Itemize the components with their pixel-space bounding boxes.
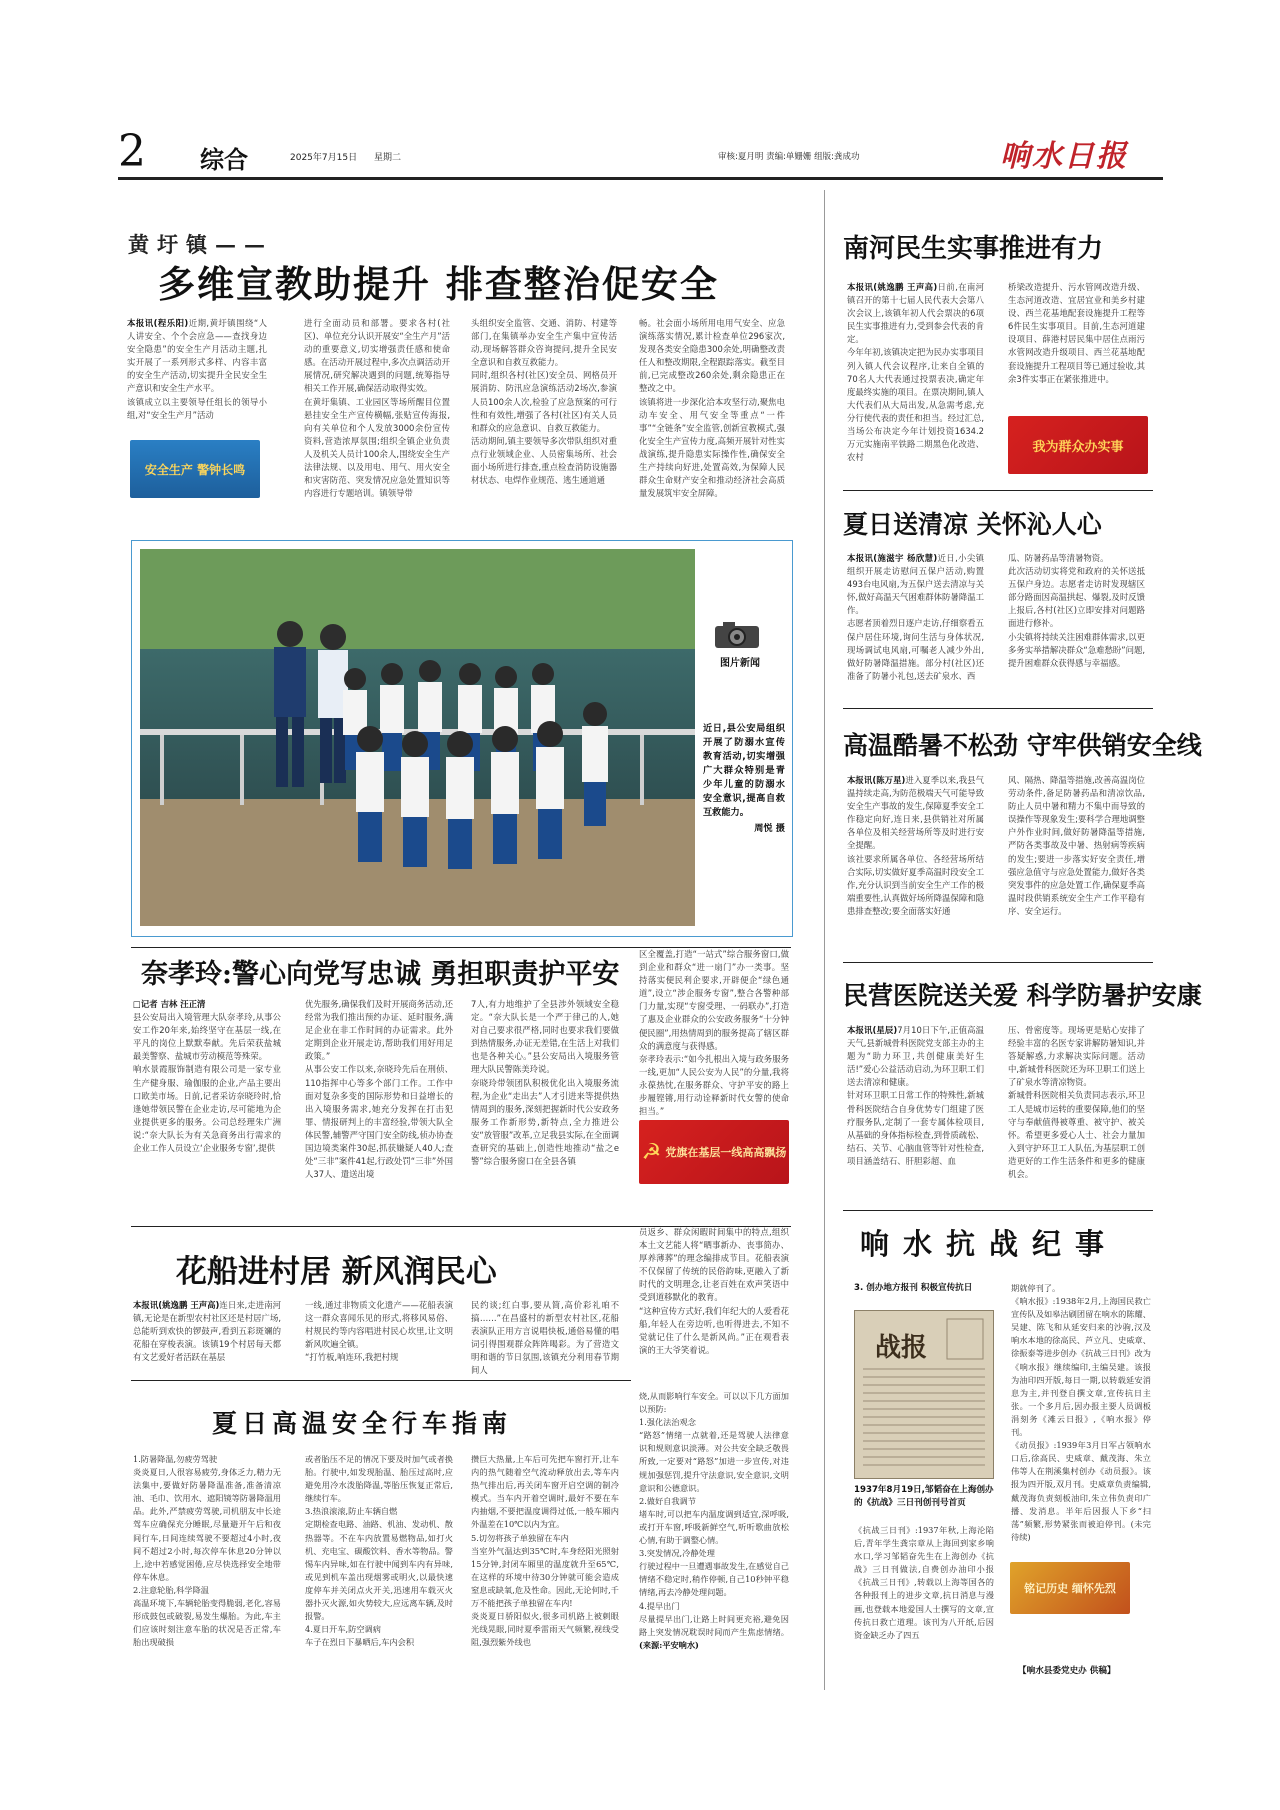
service-people-badge [1008,416,1148,474]
lead-reporter: (程乐阳) [153,318,189,328]
flowerboat-text-2: 一线,通过非物质文化遗产——花船表演这一群众喜闻乐见的形式,将移风易俗、村规民约等内容唱进村民心坎里,让文明新风吹遍全镇。 “打竹板,响连环,我把村规 [305,1300,453,1363]
traffic-col-2 [305,1453,453,1693]
flowerboat-col-4 [639,1226,789,1371]
lead-text-2: 进行全面动员和部署。要求各村(社区)、单位充分认识开展安“全生产月”活动的重要意义,切实增强责任感和使命感。在活动开展过程中,多次点调活动开展情况,研究解决遇到的问题,统筹指导相关工作开展,确保活动取得实效。 在黄圩集镇、工业园区等场所醒目位置悬挂安全生产宣传横幅,张贴宣传海报,向有关单位和个人发放3000余份宣传资料,营造浓厚氛围;组织全镇企业负责人及机关人员计100余人,围绕安全生产法律法规、以及用电、用气、用火安全和灾害防范、突发情况应急处置知识等内容进行专题培训。镇领导带 [304,318,450,499]
history-image-caption: 1937年8月19日,邹韬奋在上海创办的《抗战》三日刊创刊号首页 [854,1485,994,1508]
naixiaoling-text-4: 区全覆盖,打造“一站式”综合服务窗口,做到企业和群众“进一扇门”办一类事。坚持落实便民利企要求,开辟便企“绿色通道”,设立“涉企服务专窗”,整合各警种部门力量,实现“专窗受理、一码联办”,打造了惠及企业群众的公安政务服务“十分钟便民圈”,用热情周到的服务提高了辖区群众的满意度与获得感。 奈孝玲表示:“如今扎根出入境与政务服务一线,更加“人民公安为人民”的分量,我将永葆热忱,在服务群众、守护平安的路上步履铿锵,用行动诠释新时代女警的使命担当。” [639,949,789,1117]
lead-col-4 [639,317,785,525]
traffic-col-1 [133,1453,281,1693]
history-text-1: 《抗战三日刊》:1937年秋,上海沦陷后,青年学生龚宗章从上海回到家乡响水口,学习邹韬奋先生在上海创办《抗战》三日刊做法,自费创办油印小报《抗战三日刊》,转载以上海等国各的各种报刊上的进步文章,抗日消息与漫画,也登载本地爱国人士撰写的文章,宣传抗日救亡道理。该刊为八开纸,后因资金缺乏办了四五 [854,1525,994,1640]
supply-col-1 [847,774,984,952]
nanhe-byline: 本报讯 [847,282,874,292]
party-emblem-icon: ☭ [641,1139,662,1165]
supply-text-2: 风、隔热、降温等措施,改善高温岗位劳动条件,备足防暑药品和清凉饮品,防止人员中暑和精力不集中而导致的误操作等现象发生;要科学合理地调整户外作业时间,做好防暑降温等措施,严防各类事故及中暑、热射病等疾病的发生;要进一步落实好安全责任,增强应急值守与应急处置能力,做好各类突发事件的应急处置工作,确保夏季高温时段供销系统安全生产工作平稳有序、安全运行。 [1008,775,1145,916]
photo-scene [140,549,695,926]
nanhe-headline: 南河民生实事推进有力 [843,234,1104,264]
summer-col-2 [1008,552,1145,694]
hospital-col-1 [847,1024,984,1200]
lead-byline: 本报讯 [127,318,154,328]
party-flag-badge [639,1120,789,1184]
flowerboat-text-4: 员返乡、群众闲暇时间集中的特点,组织本土文艺能人将“晒事新办、丧事简办、厚养薄葬”的理念编排成节目。花船表演不仅保留了传统的民俗韵味,更融入了新时代的文明理念,让老百姓在欢声笑语中受到道移默化的教育。 “这种宣传方式好,我们年纪大的人爱看花船,年轻人在旁边听,也听得进去,不知不觉就记住了什么是新风尚。”正在观看表演的王大爷笑着说。 [639,1227,789,1355]
lead-text-1: 近期,黄圩镇围绕“人人讲安全、个个会应急——查找身边安全隐患”的安全生产月活动主题,扎实开展了一系列形式多样、内容丰富的安全生产活动,切实提升全民安全生产意识和安全生产水平。 该镇成立以主要领导任组长的领导小组,对“安全生产月”活动 [127,318,268,420]
history-credit: 【响水县委党史办 供稿】 [1018,1666,1116,1676]
traffic-source: (来源:平安响水) [639,1639,699,1650]
photo-credit: 周悦 摄 [754,823,785,834]
flowerboat-col-1 [133,1299,281,1371]
summer-headline: 夏日送清凉 关怀沁人心 [843,510,1102,539]
newspaper-name: 响水日报 [1000,139,1128,174]
supply-reporter: (陈万星) [872,775,906,785]
nanhe-col-1 [847,281,984,476]
summer-col-1 [847,552,984,694]
traffic-col-4 [639,1390,789,1693]
summer-reporter: (施滋宇 杨欣慧) [873,553,938,563]
naixiaoling-text-2: 优先服务,确保我们及时开展商务活动,还经常为我们推出预约办证、延时服务,满足企业在非工作时间的办证需求。此外定期到企业开展走访,帮助我们用好用足政策。” 从事公安工作以来,奈晓玲先后在刑侦、110指挥中心等多个部门工作。工作中面对复杂多变的国际形势和日益增长的出入境服务需求,她充分发挥在打击犯罪、情报研判上的丰富经验,带领大队全体民警,辅警严守国门安全防线,侦办协查国边境类案件30起,抓获嫌疑人40人;查处“三非”案件41起,行政处罚“三非”外国人37人、遣送出境 [305,999,453,1180]
traffic-text-1: 1.防暑降温,勿疲劳驾驶 炎炎夏日,人很容易疲劳,身体乏力,精力无法集中,要做好防暑降温准备,准备清凉油、毛巾、饮用水、遮阳镜等防暑降温用品。此外,严禁疲劳驾驶,司机朋友中长途驾车应确保充分睡眠,尽量避开午后和夜间行车,日间连续驾驶不要超过4小时,夜间不超过2小时,每次停车休息20分钟以上,途中若感觉困倦,应尽快选择安全地带停车休息。 2.注意轮胎,科学降温 高温环境下,车辆轮胎变得脆弱,老化,容易形成鼓包或破裂,易发生爆胎。为此,车主们应该时刻注意车胎的状况是否正常,车胎出现破损 [133,1454,281,1648]
supply-headline: 高温酷暑不松劲 守牢供销安全线 [843,731,1202,760]
service-badge-text: 我为群众办实事 [1032,439,1124,455]
remember-badge-text: 铭记历史 缅怀先烈 [1024,1582,1116,1595]
lead-text-4: 畅。社会面小场所用电用气安全、应急演练落实情况,累计检查单位296家次,发现各类安全隐患300余处,明确整改责任人和整改期限,全程跟踪落实。截至目前,已完成整改260余处,剩余隐患正在整改之中。 该镇将进一步深化洽本攻坚行动,聚焦电动车安全、用气安全等重点“一件事”“全链条”安全监管,创新宣教模式,强化安全生产宣传力度,高频开展针对性实战演练,提升隐患实际操作性,确保安全生产持续向好进,处置高效,为保障人民群众生命财产安全和推动经济社会高质量发展筑牢安全屏障。 [639,318,785,499]
flowerboat-headline: 花船进村居 新风润民心 [176,1254,497,1290]
history-newspaper-image [854,1310,994,1479]
summer-text-1: 近日,小尖镇组织开展走访慰问五保户活动,购置493台电风扇,为五保户送去清凉与关怀,做好高温天气困难群体防暑降温工作。 志愿者顶着烈日逐户走访,仔细察看五保户居住环境,询问生活与身体状况,现场调试电风扇,可嘱老人减少外出,做好防暑降温措施。部分村(社区)还准备了防暑小礼包,送去矿泉水、西 [847,553,985,681]
flowerboat-col-3 [471,1299,619,1376]
nanhe-reporter: (姚逸鹏 王声高) [873,282,938,292]
flowerboat-col-2 [305,1299,453,1371]
camera-icon [713,620,763,650]
safety-month-badge [130,440,260,498]
hospital-col-2 [1008,1024,1145,1200]
traffic-text-3: 攒巨大热量,上车后可先把车窗打开,让车内的热气随着空气流动释放出去,等车内热气排出后,再关闭车窗开启空调的制冷模式。当车内开着空调时,最好不要在车内抽烟,不要把温度调得过低,一般车厢内外温差在10℃以内为宜。 5.切勿将孩子单独留在车内 当室外气温达到35℃时,车身经阳光照射15分钟,封闭车厢里的温度就升至65℃,在这样的环境中待30分钟就可能会造成窒息或缺氧,危及性命。因此,无论何时,千万不能把孩子单独留在车内! 炎炎夏日骄阳似火,很多司机路上被刺眼光线晃眼,同时夏季雷雨天气频繁,视线受阻,强烈紫外线也 [471,1454,619,1648]
hospital-reporter: (星辰) [872,1025,898,1035]
supply-byline: 本报讯 [847,775,873,785]
newspaper-texture [855,1311,993,1478]
naixiaoling-headline: 奈孝玲:警心向党写忠诚 勇担职责护平安 [141,959,620,990]
lead-col-2 [304,317,450,525]
naixiaoling-col-4 [639,948,789,1117]
summer-text-2: 瓜、防暑药品等清暑物资。 此次活动切实将党和政府的关怀送抵五保户身边。志愿者走访时发现辖区部分路面因高温拱起、爆裂,及时反馈上报后,各村(社区)立即安排对问题路面进行修补。 小尖镇将持续关注困难群体需求,以更多务实举措解决群众“急难愁盼”问题,提升困难群众获得感与幸福感。 [1008,553,1145,668]
history-text-2: 期就停刊了。 《响水报》:1938年2月,上海国民救亡宣传队及如皋沽刷团留在响水的陈耀、吴建、陈飞和从延安归来的沙驹,汉及响水本地的徐高民、芦立凡、史威章、徐振泰等进步创办《抗战三日刊》改为《响水报》继续编印,主编吴建。该报为油印四开版,每日一期,以转载延安消息为主,并刊登自撰文章,宣传抗日主张。一个多月后,因办报主要人员调板涓刻务《滩云日报》,《响水报》停刊。 《动员报》:1939年3月日军占领响水口后,徐高民、史威章、戴茂海、朱立伟等人在荆溪集村创办《动员报》。该报为四开版,双月刊。史威章负责编辑,戴茂海负责刻板油印,朱立伟负责印广播、发消息。半年后因报人下乡“扫荡”频繁,形势紧张而被迫停刊。(未完待续) [1011,1283,1151,1542]
photo-drowning-education [140,549,695,926]
remember-history-badge [1010,1562,1130,1614]
issue-date [290,150,401,163]
photo-caption [703,722,785,836]
page-number: 2 [118,126,146,177]
flowerboat-text-3: 民约谈;红白事,要从简,高价彩礼咱不搞……”在昌盛村的新型农村社区,花船表演队正用方言说唱快板,通俗易懂的唱词引得围观群众阵阵喝彩。为了营造文明和谐的节日氛围,该镇充分利用春节期间人 [471,1300,619,1376]
traffic-text-4: 烧,从而影响行车安全。可以以下几方面加以预防: 1.强化法治观念 “路怒”情绪一点就着,还是驾驶人法律意识和规则意识淡薄。对公共安全缺乏敬畏所致,一定要对“路怒”加进一步宣传,对违规加强惩罚,提升守法意识,安全意识,文明意识和公德意识。 2.做好自我调节 堵车时,可以把车内温度调到适宜,深呼吸,或打开车窗,呼吸新鲜空气,听听歌曲放松心情,有助于调整心情。 3.突发情况,冷静处理 行驶过程中一旦遭遇事故发生,在感觉自己情绪不稳定时,稍作停顿,自己10秒钟平稳情绪,再去冷静处理问题。 4.提早出门 尽量提早出门,让路上时间更充裕,避免因路上突发情况耽误时间而产生焦虑情绪。 [639,1391,789,1637]
nanhe-col-2 [1008,281,1145,411]
history-newspaper-title: 战报 [875,1333,928,1363]
lead-col-3 [471,317,617,525]
divider-nanhe [843,490,1153,491]
right-column-divider [824,190,825,1690]
lead-kicker: 黄圩镇—— [128,232,273,257]
date-text: 2025年7月15日 [290,153,358,163]
naixiaoling-text-1: 县公安局出入境管理大队奈孝玲,从事公安工作20年来,始终坚守在基层一线,在平凡的岗位上默默奉献。先后荣获盐城最美警察、盐城市劳动模范等殊荣。 响水景霞服饰制造有限公司是一家专业生产健身服、瑜伽服的企业,产品主要出口欧美市场。日前,记者采访奈晓玲时,恰逢她带领民警在企业走访,尽可能地为企业提供更多的服务。公司总经理朱广洲说:“奈大队长为有关急商务出行需求的企业工作人员设立‘企业服务专窗’,提供 [133,1012,281,1154]
lead-text-3: 头组织安全监管、交通、消防、村建等部门,在集镇举办安全生产集中宣传活动,现场解答群众咨询提问,提升全民安全意识和自救互救能力。 同时,组织各村(社区)安全员、网格员开展消防、防汛应急演练活动2场次,参演人员100余人次,检验了应急预案的可行性和有效性,增强了各村(社区)有关人员和群众的应急意识、自救互救能力。 活动期间,镇主要领导多次带队组织对重点行业领域企业、人员密集场所、社会面小场所进行排查,重点检查消防设施器材状态、电焊作业规范、逃生通道通 [471,318,617,486]
flowerboat-text-1: 连日来,走进南河镇,无论是在新型农村社区还是村居广场,总能听到欢快的锣鼓声,看到五彩斑斓的花船在穿梭表演。该镇19个村居每天都有文艺爱好者活跃在基层 [133,1300,281,1363]
divider-hospital [843,1210,1153,1211]
photo-caption-text: 近日,县公安局组织开展了防溺水宣传教育活动,切实增强广大群众特别是青少年儿童的防溺水安全意识,提高自救互救能力。 [703,723,785,818]
flowerboat-reporter: (姚逸鹏 王声高) [158,1300,220,1310]
traffic-col-3 [471,1453,619,1693]
traffic-headline: 夏日高温安全行车指南 [212,1409,513,1438]
flowerboat-byline: 本报讯 [133,1300,159,1310]
hospital-headline: 民营医院送关爱 科学防暑护安康 [843,981,1202,1010]
hospital-text-1: 7月10日下午,正值高温天气,县新城骨科医院党支部主办的主题为“助力环卫,共创健康美好生活!”爱心公益活动启动,为环卫职工们送去清凉和健康。 针对环卫职工日常工作的特殊性,新城骨科医院结合自身优势专门组建了医疗服务队,定制了一套专属体检项目,从基础的身体指标检查,到骨质疏松、结石、关节、心脑血管等针对性检查,项目涵盖结石、肝胆彩超、血 [847,1025,984,1166]
hospital-byline: 本报讯 [847,1025,873,1035]
summer-byline: 本报讯 [847,553,874,563]
divider-supply [843,962,1153,963]
nanhe-text-2: 桥梁改造提升、污水管网改造升级、生态河道改造、宜居宜业和美乡村建设、西兰花基地配套设施提升工程等6件民生实事项目。目前,生态河道建设项目、薛港村居民集中居住点雨污水管网改造升级项目、西兰花基地配套设施提升工程项目等已通过验收,其余3件实事正在紧张推进中。 [1008,282,1145,384]
history-subhead: 3. 创办地方报刊 积极宣传抗日 [854,1283,973,1293]
naixiaoling-col-2 [305,998,453,1218]
party-badge-text: 党旗在基层一线高高飘扬 [665,1146,787,1159]
traffic-text-2: 或者胎压不足的情况下要及时加气或者换胎。行驶中,如发现胎温、胎压过高时,应避免用冷水泼胎降温,等胎压恢复正常后,继续行车。 3.热浪滚滚,防止车辆自燃 定期检查电路、油路、机油、发动机、散热器等。不在车内放置易燃物品,如打火机、充电宝、碳酸饮料、香水等物品。警惕车内异味,如在行驶中闻到车内有异味,或见到机车盖出现烟雾或明火,以最快速度停车并关闭点火开关,迅速用车载灭火器扑灭火源,如火势较大,应远离车辆,及时报警。 4.夏日开车,防空调病 车子在烈日下暴晒后,车内会积 [305,1454,453,1648]
divider-flowerboat [131,1380,631,1381]
supply-text-1: 进入夏季以来,我县气温持续走高,为防范极端天气可能导致安全生产事故的发生,保障夏季安全工作稳定向好,连日来,县供销社对所属各单位及相关经营场所等及时进行安全提醒。 该社要求所属各单位、各经营场所结合实际,切实做好夏季高温时段安全工作,充分认识到当前安全生产工作的极端重要性,认真做好场所降温保障和隐患排查整改;要全面落实好通 [847,775,984,916]
history-headline: 响水抗战纪事 [860,1227,1119,1261]
lead-headline: 多维宣教助提升 排查整治促安全 [158,262,719,306]
section-name: 综合 [200,145,248,174]
hospital-text-2: 压、骨密度等。现场更是贴心安排了经验丰富的名医专家讲解防暑知识,并答疑解惑,力求解决实际问题。活动中,新城骨科医院还为环卫职工们送上了矿泉水等清凉物资。 新城骨科医院相关负责同志表示,环卫工人是城市运转的重要保障,他们的坚守与奉献值得被尊重、被守护、被关怀。希望更多爱心人士、社会力量加入到守护环卫工人队伍,为基层职工创造更好的工作生活条件和更多的健康机会。 [1008,1025,1145,1180]
divider-summer [843,708,1153,709]
weekday-text: 星期二 [373,153,401,163]
editor-credits: 审核:夏月明 责编:单姗姗 组版:龚成功 [718,152,860,162]
nanhe-text-1: 日前,在南河镇召开的第十七届人民代表大会第八次会议上,该镇年初人代会票决的6项民生实事推进有力,受到参会代表的肯定。 今年年初,该镇决定把为民办实事项目列入镇人代会议程序,让来自全镇的70名人大代表通过投票表决,确定年度最终实施的项目。在票决期间,镇人大代表们从大局出发,从急需考虑,充分行使代表的责任和担当。经过汇总,当场公布决定今年计划投资1634.2万元实施南平铁路二期黑色化改造、农村 [847,282,985,463]
safety-badge-text: 安全生产 警钟长鸣 [144,462,246,477]
naixiaoling-reporters: □记者 吉林 汪正清 [133,999,206,1009]
history-col-1 [854,1524,994,1656]
supply-col-2 [1008,774,1145,952]
lead-col-1 [127,317,267,432]
photo-news-tag: 图片新闻 [720,658,760,669]
masthead-rule [118,177,1163,180]
naixiaoling-col-1 [133,998,281,1218]
naixiaoling-text-3: 7人,有力地维护了全县涉外领域安全稳定。“奈大队长是一个严于律己的人,她对自己要求很严格,同时也要求我们要做到热情服务,办证无差错,在生活上对我们也是各种关心。”县公安局出入境服务管理大队民警陈美玲说。 奈晓玲带领团队积极优化出入境服务流程,为企业“走出去”人才引进来等提供热情周到的服务,深刻把握新时代公安政务服务工作新形势,新特点,全力推进公安“放管服”改革,立足我县实际,在全面调查研究的基础上,创造性地推动“盐之e警”综合服务窗口在全县各镇 [471,999,620,1167]
naixiaoling-col-3 [471,998,619,1218]
